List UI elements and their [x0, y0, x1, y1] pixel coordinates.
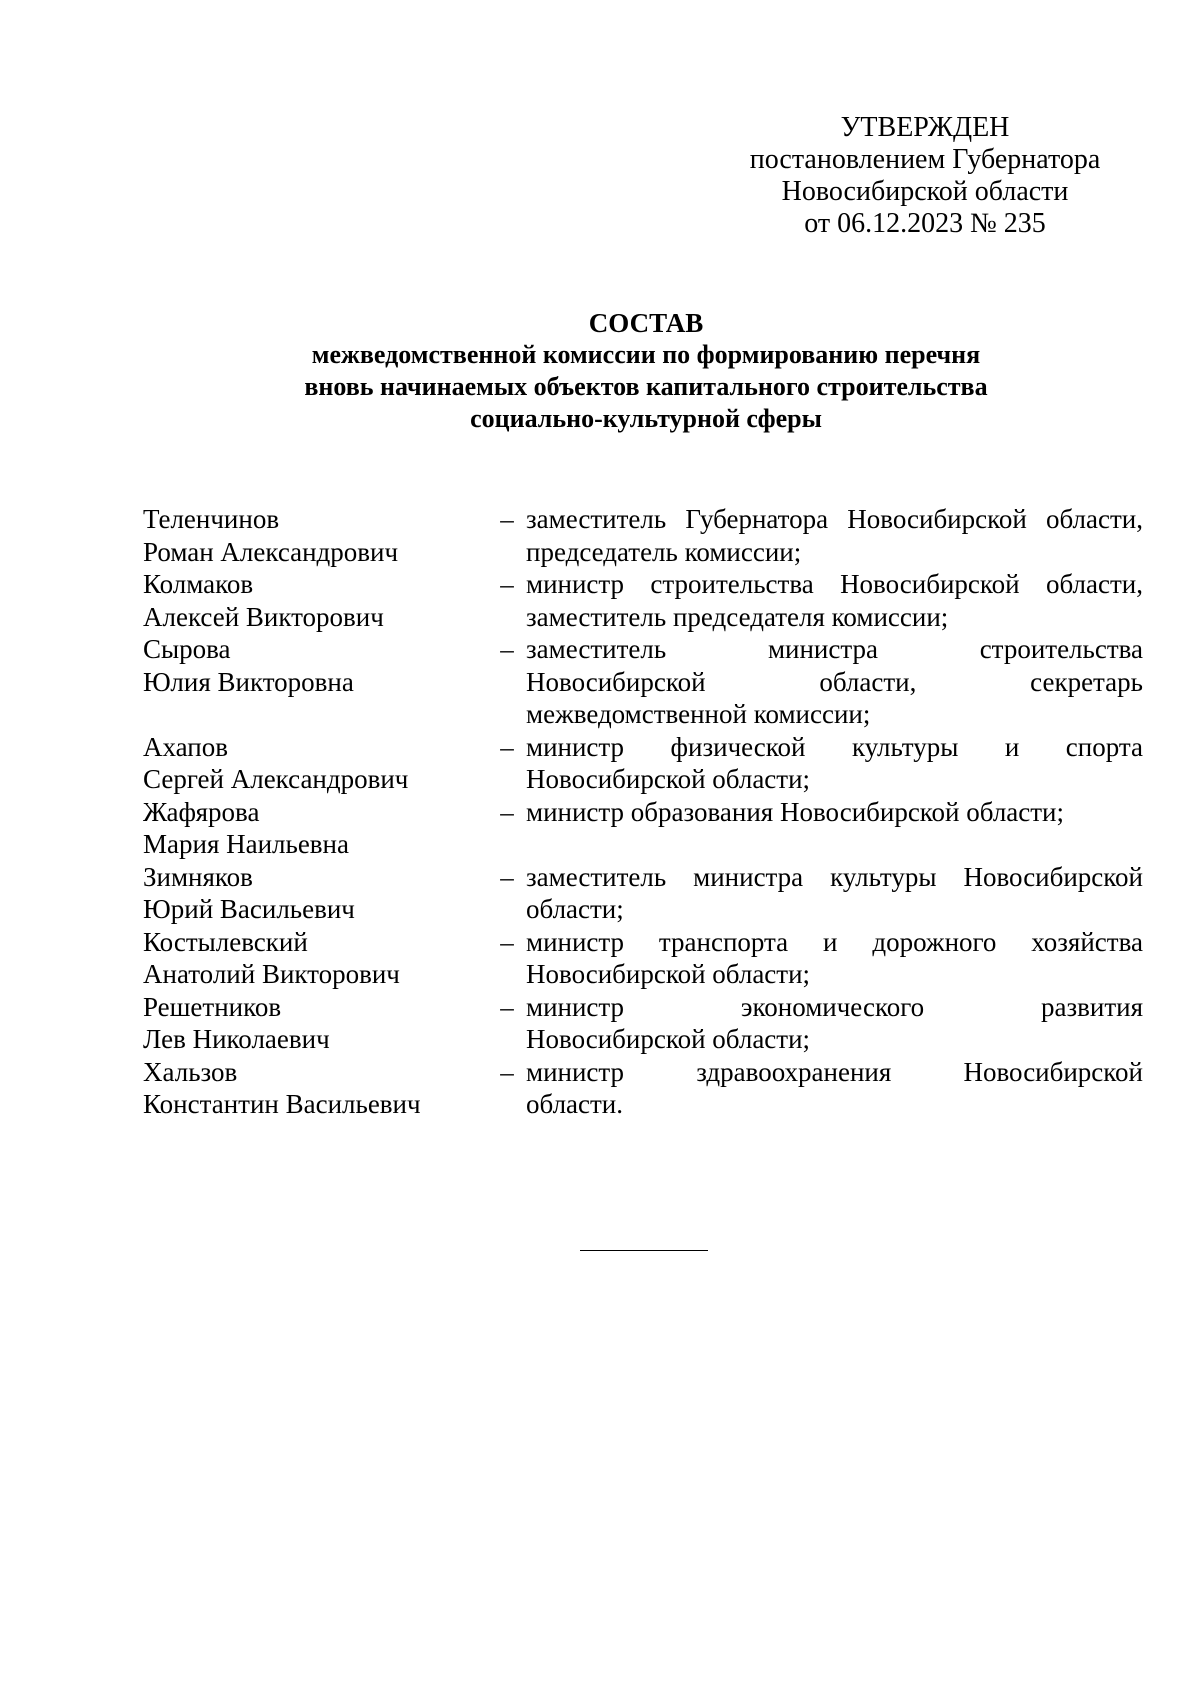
member-dash: – [500, 504, 514, 534]
member-row [143, 926, 1143, 991]
member-dash: – [500, 861, 514, 892]
member-dash: – [500, 634, 514, 664]
role-word: Новосибирской [847, 504, 1027, 534]
member-role-line [526, 1056, 1143, 1089]
member-role-line [526, 568, 1143, 601]
member-role-line: межведомственной комиссии; [526, 699, 871, 729]
member-dash: – [500, 731, 514, 762]
member-dash: – [500, 1056, 514, 1087]
member-row [143, 503, 1143, 568]
member-role-line: области. [526, 1089, 624, 1119]
member-surname: Теленчинов [143, 504, 280, 534]
member-row [143, 796, 1143, 861]
member-role [526, 1056, 1143, 1121]
member-role-line [526, 666, 1143, 699]
member-role-line: Новосибирской области; [526, 1024, 811, 1054]
approval-stamp [745, 112, 1105, 240]
members-list [143, 503, 1143, 1121]
member-row [143, 633, 1143, 731]
member-role [526, 861, 1143, 926]
approval-line-2: постановлением Губернатора [749, 144, 1101, 175]
member-role-line: области; [526, 894, 624, 924]
role-word: Новосибирской [526, 666, 706, 697]
member-role [526, 991, 1143, 1056]
role-word: министра [767, 634, 878, 664]
member-role-line: Новосибирской области; [526, 959, 811, 989]
member-role [526, 731, 1143, 796]
role-word: министр [526, 731, 625, 762]
member-dash: – [500, 926, 514, 957]
role-word: министр [526, 991, 625, 1022]
role-word: транспорта [658, 926, 789, 957]
role-word: физической [670, 731, 806, 762]
member-given-name: Мария Наильевна [143, 829, 349, 859]
member-surname: Ахапов [143, 731, 228, 762]
member-name [143, 568, 488, 633]
member-name [143, 731, 488, 796]
role-word: Новосибирской [963, 861, 1143, 892]
title-main: СОСТАВ [588, 308, 704, 338]
member-dash: – [500, 569, 514, 599]
role-word: культуры [851, 731, 959, 762]
member-role-line [526, 926, 1143, 959]
member-surname: Колмаков [143, 569, 254, 599]
member-name [143, 633, 488, 698]
end-rule [580, 1250, 708, 1251]
role-word: экономического [740, 991, 925, 1022]
member-row [143, 861, 1143, 926]
member-given-name: Юрий Васильевич [143, 894, 355, 924]
role-word: культуры [830, 861, 937, 892]
role-word: заместитель [526, 861, 667, 892]
role-word: секретарь [1030, 666, 1143, 697]
role-word: министр [526, 926, 625, 957]
role-word: министр [526, 1056, 625, 1087]
member-role [526, 796, 1143, 829]
member-row [143, 568, 1143, 633]
approval-line-1: УТВЕРЖДЕН [840, 112, 1010, 143]
role-word: здравоохранения [696, 1056, 892, 1087]
member-dash: – [500, 796, 514, 827]
member-row [143, 991, 1143, 1056]
member-name [143, 861, 488, 926]
member-role [526, 503, 1143, 568]
member-role-line: Новосибирской области; [526, 764, 811, 794]
role-word: строительства [979, 634, 1143, 664]
role-word: области, [819, 666, 917, 697]
title-line-3: социально-культурной сферы [470, 404, 822, 433]
role-word: области, [1045, 569, 1143, 599]
member-role-line: министр образования Новосибирской области; [526, 796, 1065, 827]
member-given-name: Сергей Александрович [143, 764, 409, 794]
role-word: Губернатора [685, 504, 829, 534]
document-title [0, 307, 1200, 435]
role-word: области, [1045, 504, 1143, 534]
role-word: министр [526, 569, 625, 599]
member-given-name: Константин Васильевич [143, 1089, 421, 1119]
member-surname: Костылевский [143, 926, 308, 957]
member-dash: – [500, 991, 514, 1022]
member-surname: Зимняков [143, 861, 253, 892]
member-role-line [526, 861, 1143, 894]
member-name [143, 796, 488, 861]
role-word: хозяйства [1031, 926, 1143, 957]
member-given-name: Юлия Викторовна [143, 666, 354, 697]
member-row [143, 1056, 1143, 1121]
member-surname: Хальзов [143, 1056, 238, 1087]
member-role-line [526, 503, 1143, 536]
role-word: строительства [650, 569, 814, 599]
member-role-line [526, 731, 1143, 764]
member-role-line [526, 991, 1143, 1024]
role-word: спорта [1065, 731, 1143, 762]
member-given-name: Анатолий Викторович [143, 959, 400, 989]
member-surname: Сырова [143, 634, 231, 664]
approval-line-4: от 06.12.2023 № 235 [804, 208, 1046, 239]
member-role-line: заместитель председателя комиссии; [526, 601, 949, 632]
member-row [143, 731, 1143, 796]
member-given-name: Алексей Викторович [143, 601, 384, 632]
role-word: и [823, 926, 838, 957]
member-role [526, 568, 1143, 633]
role-word: и [1004, 731, 1020, 762]
role-word: Новосибирской [840, 569, 1020, 599]
member-surname: Решетников [143, 991, 282, 1022]
role-word: заместитель [526, 634, 667, 664]
member-role-line [526, 633, 1143, 666]
role-word: Новосибирской [963, 1056, 1143, 1087]
role-word: заместитель [526, 504, 667, 534]
title-line-1: межведомственной комиссии по формированию перечня [311, 340, 981, 369]
approval-line-3: Новосибирской области [781, 176, 1069, 207]
member-role-line: председатель комиссии; [526, 536, 802, 567]
member-name [143, 991, 488, 1056]
member-name [143, 503, 488, 568]
member-role [526, 633, 1143, 731]
member-given-name: Лев Николаевич [143, 1024, 330, 1054]
member-name [143, 1056, 488, 1121]
member-role [526, 926, 1143, 991]
role-word: развития [1040, 991, 1143, 1022]
role-word: дорожного [872, 926, 997, 957]
member-surname: Жафярова [143, 796, 260, 827]
member-name [143, 926, 488, 991]
role-word: министра [693, 861, 804, 892]
title-line-2: вновь начинаемых объектов капитального строительства [304, 372, 988, 401]
member-given-name: Роман Александрович [143, 536, 399, 567]
